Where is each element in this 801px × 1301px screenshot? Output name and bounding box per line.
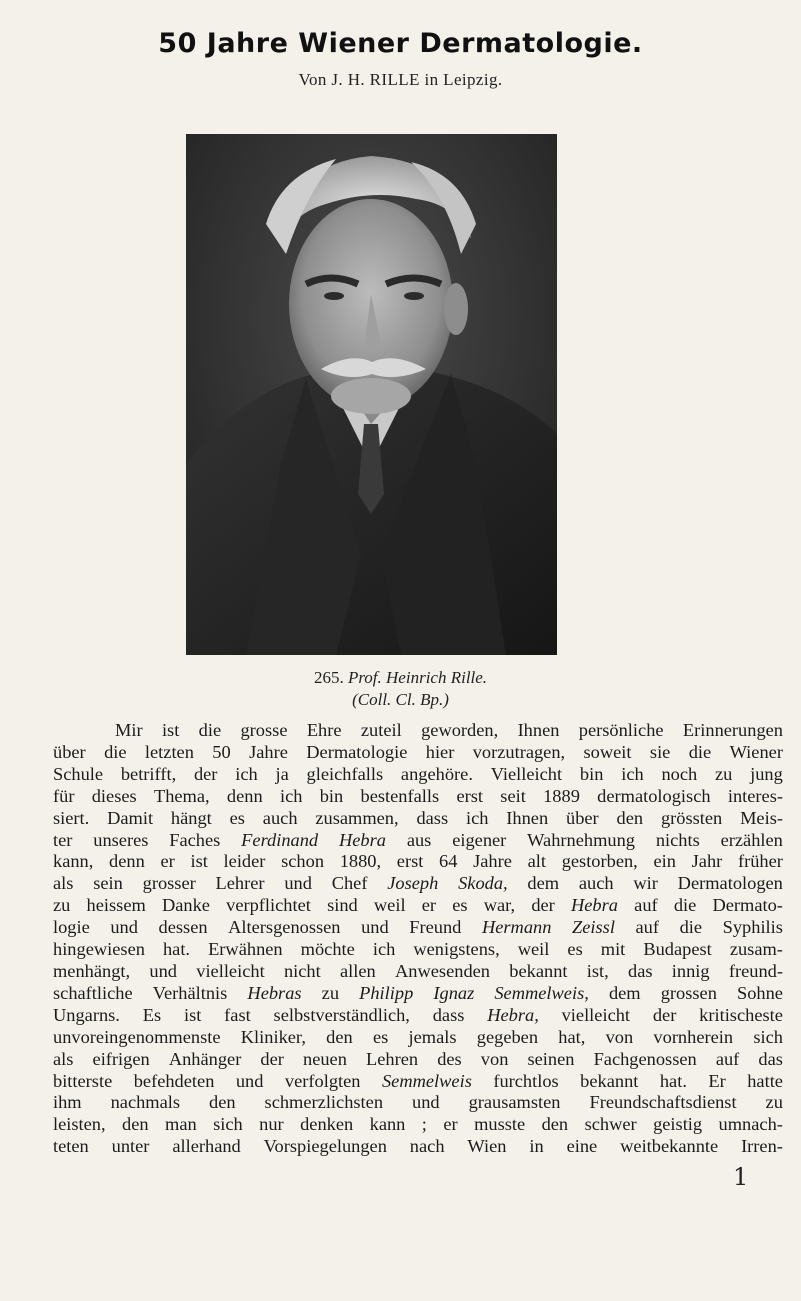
word: hatte: [747, 1070, 783, 1091]
word: denken: [300, 1114, 354, 1135]
word: dem: [608, 982, 641, 1003]
word: ja: [275, 763, 289, 784]
word: musste: [474, 1114, 526, 1135]
body-line: [53, 939, 783, 961]
word: allen: [340, 960, 376, 981]
body-line: [53, 851, 783, 873]
word: bekannt: [509, 960, 568, 981]
word: unvoreingenommenste: [53, 1026, 221, 1047]
word: über: [566, 807, 599, 828]
word: Danke: [161, 895, 210, 916]
word: Wahrnehmung: [527, 829, 635, 850]
word: aus: [406, 829, 432, 850]
word: unseres: [93, 829, 149, 850]
word: der: [193, 763, 218, 784]
word: vielleicht: [196, 960, 265, 981]
word: ich: [235, 763, 258, 784]
article-body: [53, 720, 783, 1158]
word: Jahr: [691, 851, 723, 872]
word: Vorspiegelungen: [263, 1136, 387, 1157]
word: Fachgenossen: [593, 1048, 697, 1069]
word: Er: [708, 1070, 726, 1091]
italic-word: Ignaz: [433, 982, 475, 1003]
word: seinen: [527, 1048, 575, 1069]
word: dem: [527, 873, 560, 894]
word: des: [437, 1048, 462, 1069]
italic-word: Semmelweis,: [494, 982, 589, 1003]
word: für: [53, 785, 75, 806]
word: kann: [369, 1114, 406, 1135]
word: die: [104, 741, 127, 762]
word: Ihnen: [506, 807, 549, 828]
italic-word: Hebra,: [487, 1004, 539, 1025]
word: Es: [142, 1004, 162, 1025]
word: befehdeten: [133, 1070, 215, 1091]
italic-word: Philipp: [359, 982, 414, 1003]
word: Jahre: [473, 851, 512, 872]
body-line: [53, 895, 783, 917]
word: Dermatologen: [677, 873, 783, 894]
word: auf: [635, 917, 659, 938]
word: sie: [649, 741, 671, 762]
word: Verhältnis: [152, 982, 228, 1003]
author-byline: Von J. H. RILLE in Leipzig.: [298, 70, 503, 89]
word: logie: [53, 917, 90, 938]
word: selbstverständlich,: [273, 1004, 410, 1025]
word: eine: [566, 1136, 598, 1157]
word: dermatologisch: [597, 785, 711, 806]
article-title: 50 Jahre Wiener Dermatologie.: [158, 28, 643, 59]
portrait-image: [186, 134, 557, 655]
word: dass: [416, 807, 449, 828]
word: ist: [190, 851, 208, 872]
word: verpflichtet: [226, 895, 311, 916]
page-number: 1: [733, 1163, 749, 1191]
word: menhängt,: [53, 960, 131, 981]
italic-word: Hermann: [481, 917, 552, 938]
word: grosse: [240, 720, 288, 740]
word: dieses: [91, 785, 137, 806]
word: teten: [53, 1136, 89, 1157]
word: erst: [456, 785, 483, 806]
word: Jahre: [249, 741, 288, 762]
word: nur: [259, 1114, 284, 1135]
word: Anwesenden: [395, 960, 491, 981]
word: es: [452, 895, 468, 916]
word: Ihnen: [517, 720, 560, 740]
word: es: [567, 939, 583, 960]
body-line: [53, 742, 783, 764]
word: er: [443, 1114, 458, 1135]
word: weil: [373, 895, 406, 916]
word: bin: [579, 763, 604, 784]
word: heissem: [86, 895, 146, 916]
word: Anhänger: [168, 1048, 242, 1069]
word: er: [421, 895, 437, 916]
word: hat,: [558, 1026, 586, 1047]
italic-word: Hebra: [570, 895, 618, 916]
word: vornherein: [653, 1026, 734, 1047]
word: sein: [93, 873, 123, 894]
word: Wien: [467, 1136, 507, 1157]
word: Schule: [53, 763, 104, 784]
italic-word: Hebra: [338, 829, 386, 850]
word: angehöre.: [400, 763, 473, 784]
figure-source: (Coll. Cl. Bp.): [352, 690, 449, 709]
word: dass: [432, 1004, 465, 1025]
word: 1889: [543, 785, 580, 806]
word: nichts: [655, 829, 700, 850]
word: interes-: [727, 785, 783, 806]
word: ist: [183, 1004, 202, 1025]
word: 1880,: [339, 851, 382, 872]
word: Vielleicht: [490, 763, 563, 784]
word: vielleicht: [561, 1004, 631, 1025]
word: grosser: [142, 873, 196, 894]
word: Altersgenossen: [228, 917, 341, 938]
body-line: [53, 873, 783, 895]
word: und: [110, 917, 138, 938]
word: grausamsten: [468, 1092, 561, 1113]
word: sind: [327, 895, 358, 916]
italic-word: Joseph: [387, 873, 439, 894]
body-line: [53, 1114, 783, 1136]
word: möchte: [300, 939, 355, 960]
word: den: [541, 1114, 569, 1135]
word: 50: [212, 741, 231, 762]
italic-word: Hebras: [247, 982, 302, 1003]
word: schwer: [584, 1114, 637, 1135]
figure-number: 265.: [313, 668, 344, 687]
word: den: [326, 1026, 353, 1047]
word: den: [122, 1114, 149, 1135]
word: es: [372, 1026, 389, 1047]
word: schaftliche: [53, 982, 133, 1003]
body-line: [53, 786, 783, 808]
word: neuen: [303, 1048, 347, 1069]
word: ich: [465, 807, 489, 828]
word: ich: [279, 785, 303, 806]
word: ich: [372, 939, 396, 960]
word: ist,: [586, 960, 609, 981]
word: schon: [281, 851, 325, 872]
word: ;: [421, 1114, 427, 1135]
word: bekannt: [580, 1070, 639, 1091]
portrait-photo: [186, 134, 557, 655]
word: er: [160, 851, 175, 872]
word: das: [628, 960, 653, 981]
word: geworden,: [421, 720, 499, 740]
word: Ungarns.: [53, 1004, 120, 1025]
body-line: [53, 1071, 783, 1093]
word: und: [412, 1092, 440, 1113]
word: unter: [111, 1136, 150, 1157]
figure-caption: [0, 668, 801, 688]
word: Syphilis: [722, 917, 783, 938]
word: siert.: [53, 807, 90, 828]
word: jung: [750, 763, 783, 784]
word: noch: [661, 763, 698, 784]
word: zu: [765, 1092, 783, 1113]
word: ter: [53, 829, 73, 850]
word: fast: [224, 1004, 251, 1025]
word: vorzutragen,: [472, 741, 566, 762]
word: auf: [715, 1048, 740, 1069]
word: sich: [753, 1026, 783, 1047]
word: gestorben,: [561, 851, 638, 872]
word: der: [652, 1004, 677, 1025]
word: die: [679, 917, 703, 938]
word: wenigstens,: [413, 939, 500, 960]
word: der: [260, 1048, 284, 1069]
word: freund-: [728, 960, 783, 981]
word: innig: [671, 960, 710, 981]
word: auf: [634, 895, 658, 916]
word: weil: [517, 939, 550, 960]
word: Faches: [169, 829, 221, 850]
word: von: [480, 1048, 509, 1069]
word: nach: [409, 1136, 445, 1157]
word: die: [673, 895, 697, 916]
italic-word: Skoda,: [458, 873, 508, 894]
word: zusam-: [729, 939, 783, 960]
word: eigener: [452, 829, 507, 850]
word: umnach-: [718, 1114, 783, 1135]
word: war,: [483, 895, 516, 916]
body-line: [53, 917, 783, 939]
word: Damit: [107, 807, 154, 828]
word: Budapest: [643, 939, 712, 960]
word: in: [529, 1136, 544, 1157]
word: man: [165, 1114, 197, 1135]
italic-word: Ferdinand: [241, 829, 319, 850]
word: Ehre: [306, 720, 342, 740]
word: das: [758, 1048, 783, 1069]
word: Erwähnen: [208, 939, 283, 960]
word: zu: [714, 763, 733, 784]
word: betrifft,: [120, 763, 177, 784]
word: sich: [213, 1114, 243, 1135]
body-line: [53, 764, 783, 786]
word: nicht: [283, 960, 321, 981]
word: erzählen: [720, 829, 783, 850]
word: hier: [425, 741, 455, 762]
word: bitterste: [53, 1070, 113, 1091]
word: gegeben: [476, 1026, 539, 1047]
word: dessen: [158, 917, 208, 938]
word: Dermatologie: [306, 741, 408, 762]
word: verfolgten: [284, 1070, 361, 1091]
word: alt: [527, 851, 546, 872]
word: kritischeste: [699, 1004, 783, 1025]
word: soweit: [583, 741, 632, 762]
word: als: [53, 873, 74, 894]
word: Meis-: [740, 807, 783, 828]
word: es: [229, 807, 245, 828]
word: bin: [319, 785, 344, 806]
body-line: [53, 1005, 783, 1027]
word: bestenfalls: [360, 785, 440, 806]
word: Mir: [115, 720, 143, 740]
body-line: [53, 720, 783, 742]
word: früher: [737, 851, 783, 872]
word: seit: [500, 785, 526, 806]
word: denn: [109, 851, 145, 872]
word: den: [616, 807, 644, 828]
word: auch: [578, 873, 614, 894]
word: zuteil: [360, 720, 402, 740]
body-line: [53, 808, 783, 830]
body-line: [53, 1092, 783, 1114]
word: denn: [226, 785, 263, 806]
word: gleichfalls: [306, 763, 384, 784]
word: zu: [321, 982, 340, 1003]
body-line: [53, 1027, 783, 1049]
word: Dermato-: [712, 895, 783, 916]
word: und: [235, 1070, 264, 1091]
word: grossen: [660, 982, 717, 1003]
word: weitbekannte: [620, 1136, 719, 1157]
word: Lehrer: [215, 873, 265, 894]
word: nachmals: [110, 1092, 181, 1113]
word: Lehren: [366, 1048, 419, 1069]
word: leider: [223, 851, 266, 872]
word: Wiener: [729, 741, 783, 762]
body-line: [53, 1049, 783, 1071]
word: eifrigen: [92, 1048, 150, 1069]
word: Erinnerungen: [682, 720, 783, 740]
word: kann,: [53, 851, 94, 872]
word: Kliniker,: [240, 1026, 306, 1047]
word: erst: [396, 851, 424, 872]
word: Sohne: [736, 982, 783, 1003]
word: auch: [262, 807, 298, 828]
word: ist: [161, 720, 180, 740]
word: grössten: [660, 807, 723, 828]
word: hängt: [170, 807, 212, 828]
word: ein: [653, 851, 676, 872]
word: und: [149, 960, 177, 981]
word: der: [531, 895, 555, 916]
word: hat.: [659, 1070, 687, 1091]
word: zu: [53, 895, 71, 916]
word: die: [198, 720, 222, 740]
word: ihm: [53, 1092, 82, 1113]
word: wir: [633, 873, 658, 894]
word: und: [361, 917, 389, 938]
word: letzten: [144, 741, 194, 762]
word: ich: [621, 763, 644, 784]
word: als: [53, 1048, 74, 1069]
word: furchtlos: [493, 1070, 559, 1091]
word: mit: [600, 939, 626, 960]
word: Freund: [409, 917, 462, 938]
word: hingewiesen: [53, 939, 145, 960]
word: persönliche: [578, 720, 664, 740]
word: geistig: [653, 1114, 703, 1135]
word: von: [605, 1026, 634, 1047]
body-line: [53, 961, 783, 983]
word: über: [53, 741, 86, 762]
word: den: [209, 1092, 236, 1113]
word: 64: [439, 851, 458, 872]
word: allerhand: [172, 1136, 241, 1157]
figure-name: Prof. Heinrich Rille.: [347, 668, 488, 687]
word: schmerzlichsten: [264, 1092, 384, 1113]
italic-word: Semmelweis: [381, 1070, 472, 1091]
word: Thema,: [153, 785, 210, 806]
body-line: [53, 830, 783, 852]
italic-word: Zeissl: [572, 917, 615, 938]
word: jemals: [408, 1026, 457, 1047]
word: zusammen,: [315, 807, 399, 828]
word: hat.: [162, 939, 191, 960]
body-line: [53, 1136, 783, 1158]
word: und: [284, 873, 312, 894]
word: Chef: [331, 873, 368, 894]
body-line: [53, 983, 783, 1005]
word: leisten,: [53, 1114, 106, 1135]
word: Irren-: [741, 1136, 783, 1157]
word: die: [688, 741, 712, 762]
word: Freundschaftsdienst: [589, 1092, 737, 1113]
